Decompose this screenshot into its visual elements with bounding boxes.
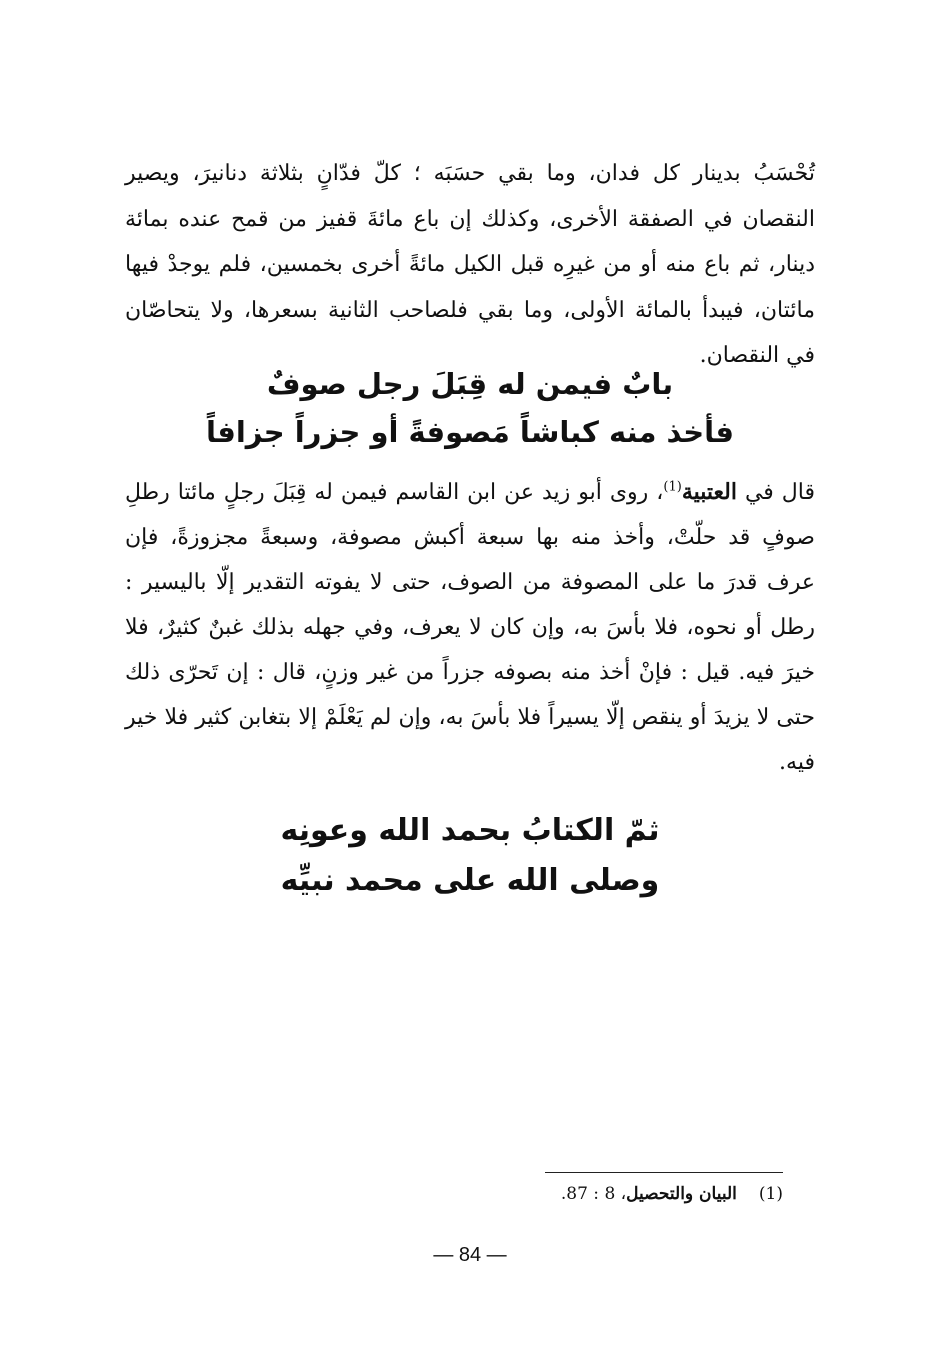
footnote-source-title: البيان والتحصيل <box>626 1184 737 1204</box>
section-heading <box>125 360 815 456</box>
body-paragraph-1: تُحْسَبُ بدينار كل فدان، وما بقي حسَبَه ؛ كلّ فدّانٍ بثلاثة دنانيرَ، ويصير النقصان في الصفقة الأخرى، وكذلك إن باع مائةَ قفيز من قمح عنده بمائة دينار، ثم باع منه أو من غيرِه قبل الكيل مائةً أخرى بخمسين، فلم يوجدْ فيها مائتان، فيبدأ بالمائة الأولى، وما بقي فلصاحب الثانية بسعرها، ولا يتحاصّان في النقصان. <box>125 161 815 368</box>
paragraph-2-prefix: قال في <box>744 480 815 505</box>
footnote <box>480 1180 783 1208</box>
footnote-reference-marker[interactable]: (1) <box>663 479 682 495</box>
source-title-term: العتبية <box>681 479 737 505</box>
body-paragraph-2 <box>125 470 815 785</box>
closing-colophon <box>125 806 815 906</box>
footnote-separator-rule <box>545 1172 783 1173</box>
page-number: — 84 — <box>433 1244 507 1266</box>
section-heading-line-1: بابٌ فيمن له قِبَلَ رجل صوفٌ <box>266 367 674 401</box>
footnote-citation: ، 8 : 87. <box>560 1184 627 1204</box>
footnote-number: (1) <box>758 1184 783 1204</box>
paragraph-2-body: ، روى أبو زيد عن ابن القاسم فيمن له قِبَلَ رجلٍ مائتا رطلِ صوفٍ قد حلّتْ، وأخذ منه بها سبعة أكبش مصوفة، وسبعةً مجزوزةً، فإن عرف قدرَ ما على المصوفة من الصوف، حتى لا يفوته التقدير إلّا باليسير : رطل أو نحوه، فلا بأسَ به، وإن كان لا يعرف، وفي جهله بذلك غبنٌ كثيرٌ، فلا خيرَ فيه. قيل : فإنْ أخذ منه بصوفه جزراً من غير وزنٍ، قال : إن تَحرّى ذلك حتى لا يزيدَ أو ينقص إلّا يسيراً فلا بأسَ به، وإن لم يَعْلَمْ إلا بتغابن كثير فلا خير فيه. <box>125 480 815 775</box>
colophon-line-1: ثمّ الكتابُ بحمد الله وعونِه <box>280 813 660 848</box>
section-heading-line-2: فأخذ منه كباشاً مَصوفةً أو جزراً جزافاً <box>205 415 735 449</box>
colophon-line-2: وصلى الله على محمد نبيِّه <box>280 863 660 898</box>
